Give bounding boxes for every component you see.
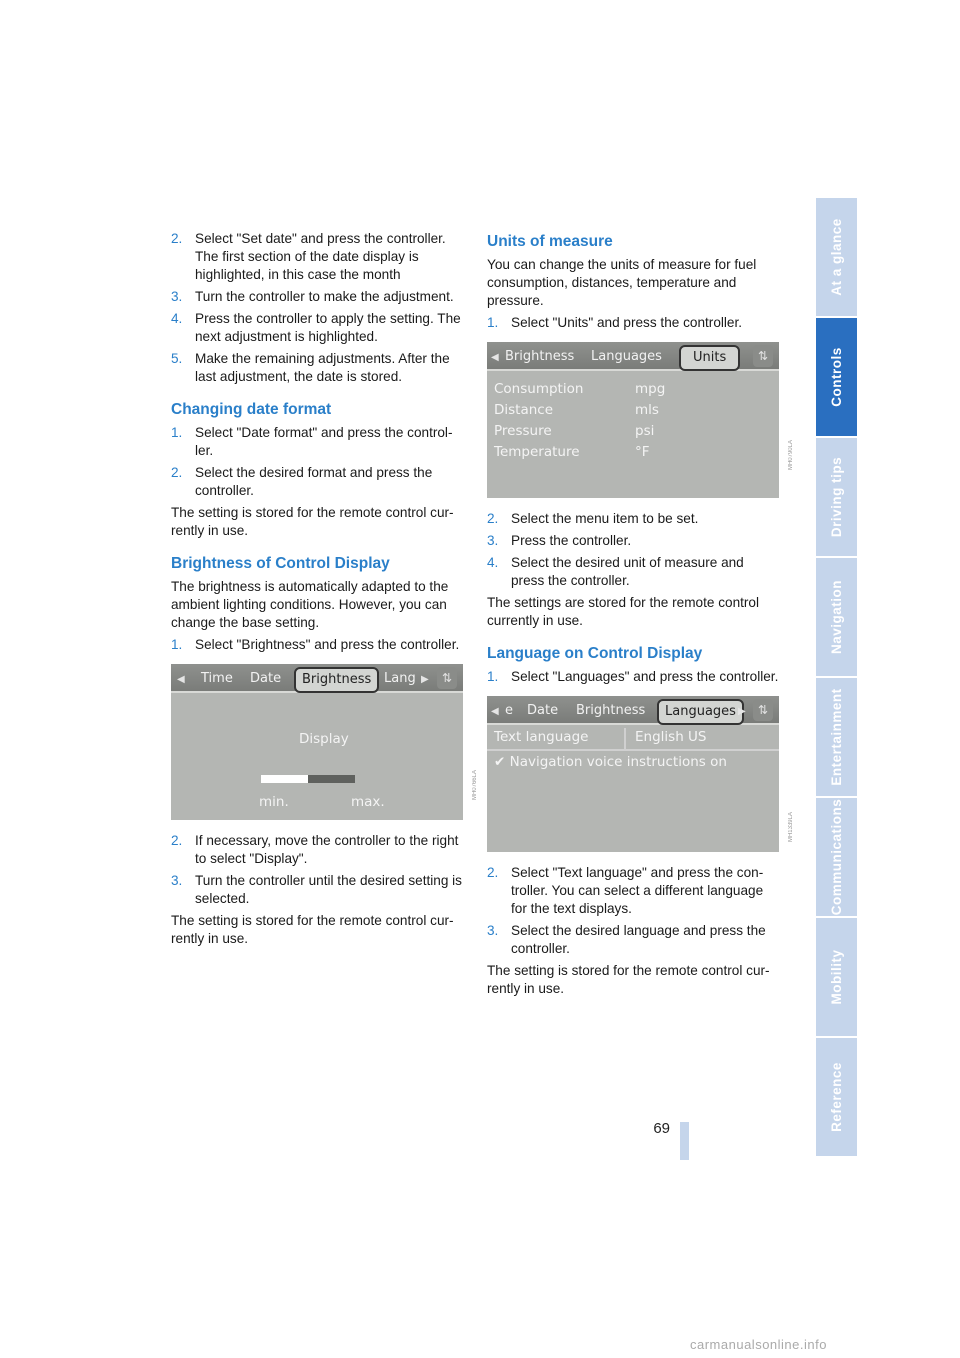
divider <box>487 749 779 751</box>
paragraph: The setting is stored for the remote control currently in use. <box>487 963 770 996</box>
step-item <box>487 314 779 332</box>
step-text: Make the remaining adjustments. After the last adjustment, the date is stored. <box>195 351 450 384</box>
page-marker <box>680 1122 689 1160</box>
tab-at-a-glance[interactable] <box>816 198 857 317</box>
tab-communications[interactable] <box>816 798 857 917</box>
step-text: Press the controller. <box>511 533 632 548</box>
tab-label: Entertainment <box>828 688 844 786</box>
step-item <box>171 636 463 654</box>
step-number: 1. <box>171 425 183 440</box>
chapter-tabs <box>816 198 857 1160</box>
tab-brightness: Brightness <box>576 703 646 718</box>
paragraph: You can change the units of measure for fuel consumption, distances, temperature and pressure. <box>487 257 757 308</box>
tool-icon: ⇅ <box>437 667 457 689</box>
tab-mobility[interactable] <box>816 918 857 1037</box>
step-item <box>171 872 463 908</box>
step-text: Select the desired unit of measure and press the controller. <box>511 555 744 588</box>
step-text: Select "Units" and press the controller. <box>511 315 743 330</box>
arrow-left-icon: ◀ <box>177 674 185 685</box>
step-number: 3. <box>487 533 499 548</box>
section-heading-date-format: Changing date format <box>171 401 332 418</box>
tab-label: Mobility <box>828 949 844 1005</box>
min-label: min. <box>259 794 289 810</box>
step-item <box>171 288 463 306</box>
text-language-label: Text language <box>494 729 589 745</box>
step-item <box>487 510 779 528</box>
step-text: Select the desired format and press the controller. <box>195 465 433 498</box>
step-text: Press the controller to apply the setting. The next adjustment is highlighted. <box>195 311 461 344</box>
step-item <box>171 310 463 346</box>
step-text: Select "Set date" and press the controller. The first section of the date display is highlighted, in this case the month <box>195 231 446 282</box>
tab-brightness: Brightness <box>505 349 575 364</box>
text-language-value: English US <box>635 729 707 745</box>
step-text: If necessary, move the controller to the right to select "Display". <box>195 833 459 866</box>
arrow-right-icon: ▶ <box>421 674 429 685</box>
watermark: carmanualsonline.info <box>690 1337 827 1352</box>
language-screen <box>487 696 779 852</box>
step-item <box>171 424 463 460</box>
image-code: MH0790LA <box>788 440 794 471</box>
image-code: MH0766LA <box>472 770 478 801</box>
step-item <box>171 464 463 500</box>
units-label: Pressure <box>494 423 552 439</box>
tab-languages: Lang <box>384 671 416 686</box>
max-label: max. <box>351 794 385 810</box>
step-text: Turn the controller until the desired setting is selected. <box>195 873 462 906</box>
tool-icon: ⇅ <box>753 345 773 367</box>
step-item <box>487 532 779 550</box>
step-number: 2. <box>487 865 499 880</box>
step-text: Select the desired language and press the controller. <box>511 923 766 956</box>
menu-bar <box>487 342 779 371</box>
step-item <box>171 230 463 284</box>
step-item <box>171 832 463 868</box>
menu-bar <box>171 664 463 693</box>
tab-label: Reference <box>828 1062 844 1132</box>
left-column <box>171 230 463 952</box>
tab-label: Navigation <box>828 579 844 655</box>
step-number: 2. <box>171 231 183 246</box>
brightness-slider-fill <box>261 775 308 783</box>
step-item <box>487 864 779 918</box>
units-label: Temperature <box>494 444 580 460</box>
paragraph: The setting is stored for the remote control currently in use. <box>171 505 454 538</box>
tab-controls[interactable] <box>816 318 857 437</box>
tab-label: Driving tips <box>828 456 844 538</box>
step-number: 3. <box>171 289 183 304</box>
step-number: 2. <box>171 833 183 848</box>
voice-instructions-row <box>494 753 727 771</box>
paragraph: The settings are stored for the remote control currently in use. <box>487 595 760 628</box>
arrow-left-icon: ◀ <box>491 352 499 363</box>
image-code: MH1339LA <box>788 812 794 843</box>
tab-time: Time <box>201 671 233 686</box>
arrow-left-icon: ◀ <box>491 706 499 717</box>
step-text: Select "Languages" and press the controller. <box>511 669 779 684</box>
step-number: 5. <box>171 351 183 366</box>
menu-bar <box>487 696 779 725</box>
divider <box>624 728 626 750</box>
section-heading-brightness: Brightness of Control Display <box>171 555 390 572</box>
tab-navigation[interactable] <box>816 558 857 677</box>
tab-units: Units <box>679 345 740 371</box>
units-label: Consumption <box>494 381 584 397</box>
step-text: Select the menu item to be set. <box>511 511 699 526</box>
tab-partial: e <box>505 703 513 718</box>
right-column <box>487 232 779 1002</box>
display-label: Display <box>299 731 349 747</box>
tab-label: Controls <box>828 347 844 407</box>
units-value: mpg <box>635 381 666 397</box>
step-number: 4. <box>171 311 183 326</box>
step-number: 3. <box>171 873 183 888</box>
section-heading-units: Units of measure <box>487 233 613 250</box>
tab-date: Date <box>527 703 559 718</box>
tab-languages: Languages <box>657 699 744 725</box>
paragraph: The setting is stored for the remote control currently in use. <box>171 913 454 946</box>
step-text: Select "Text language" and press the controller. You can select a different language for the text displays. <box>511 865 764 916</box>
step-text: Select "Date format" and press the controller. <box>195 425 453 458</box>
tab-label: Communications <box>828 798 844 916</box>
section-heading-language: Language on Control Display <box>487 645 703 662</box>
tab-entertainment[interactable] <box>816 678 857 797</box>
units-value: mls <box>635 402 659 418</box>
step-text: Turn the controller to make the adjustment. <box>195 289 454 304</box>
brightness-slider <box>261 775 355 783</box>
step-number: 1. <box>171 637 183 652</box>
brightness-screen <box>171 664 463 820</box>
units-screen <box>487 342 779 498</box>
step-item <box>487 922 779 958</box>
tab-languages: Languages <box>591 349 662 364</box>
step-text: Select "Brightness" and press the controller. <box>195 637 460 652</box>
tab-date: Date <box>250 671 282 686</box>
units-label: Distance <box>494 402 554 418</box>
arrow-right-icon: ▶ <box>738 706 746 717</box>
step-item <box>487 668 779 686</box>
step-number: 1. <box>487 315 499 330</box>
checkmark-icon: ✔ <box>494 754 506 770</box>
step-number: 2. <box>171 465 183 480</box>
step-number: 2. <box>487 511 499 526</box>
voice-instructions-label: Navigation voice instructions on <box>509 754 727 770</box>
step-number: 1. <box>487 669 499 684</box>
tab-reference[interactable] <box>816 1038 857 1157</box>
tab-driving-tips[interactable] <box>816 438 857 557</box>
units-value: °F <box>635 444 650 460</box>
step-item <box>487 554 779 590</box>
tool-icon: ⇅ <box>753 699 773 721</box>
units-value: psi <box>635 423 655 439</box>
step-number: 3. <box>487 923 499 938</box>
tab-brightness: Brightness <box>294 667 379 693</box>
tab-label: At a glance <box>828 218 844 296</box>
step-item <box>171 350 463 386</box>
step-number: 4. <box>487 555 499 570</box>
page-number: 69 <box>653 1120 670 1137</box>
paragraph: The brightness is automatically adapted to the ambient lighting conditions. However, you can change the base setting. <box>171 579 449 630</box>
